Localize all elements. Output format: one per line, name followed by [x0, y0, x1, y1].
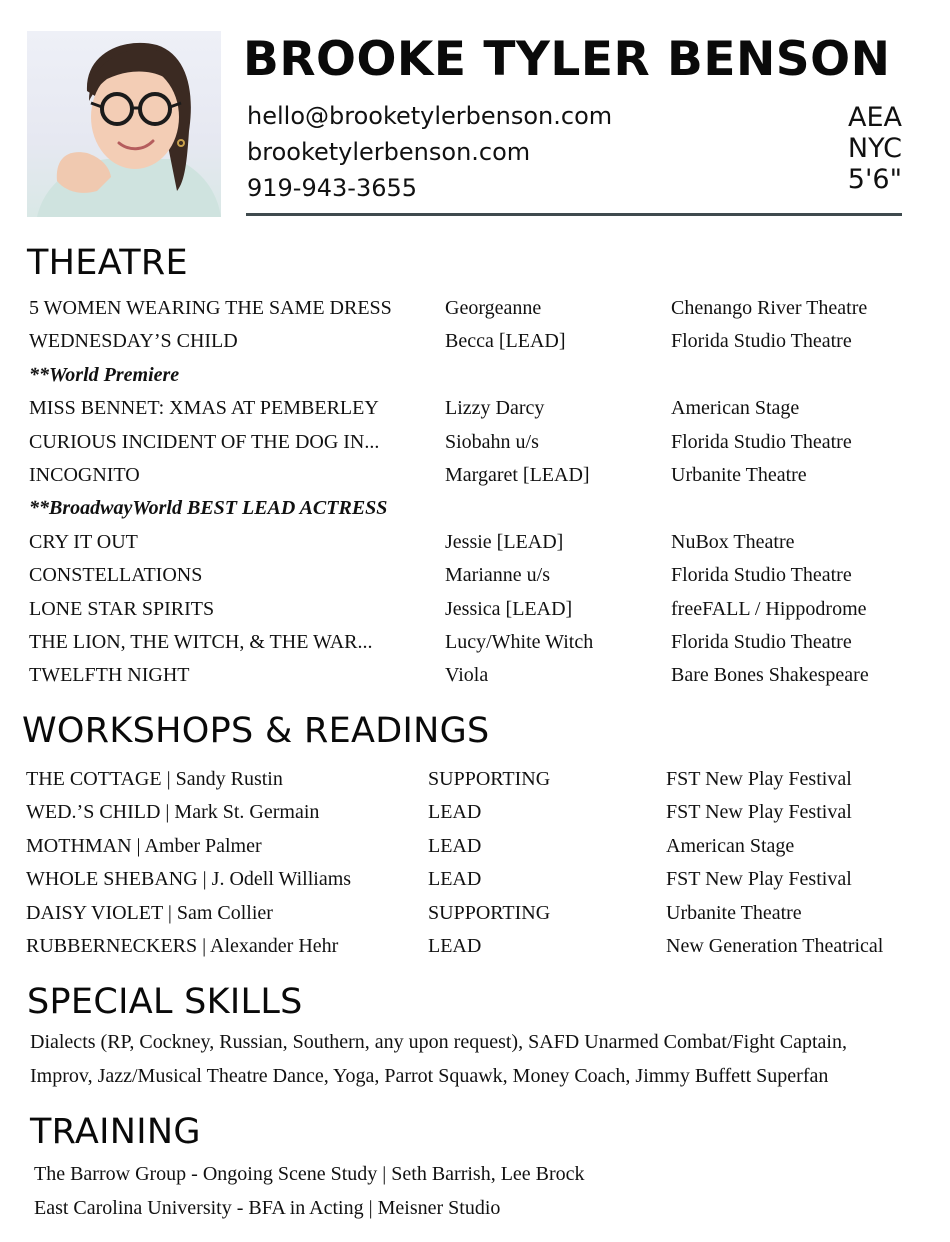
height: 5'6"	[847, 164, 902, 195]
actor-stats	[848, 102, 902, 195]
credit-note-row	[29, 359, 929, 392]
theatre-credits	[29, 292, 929, 693]
venue: freeFALL / Hippodrome	[671, 597, 867, 620]
credit-row	[29, 559, 929, 592]
credit-note: **World Premiere	[29, 363, 180, 386]
role: SUPPORTING	[428, 768, 551, 790]
credit-row	[26, 763, 936, 796]
credit-row	[29, 526, 929, 559]
venue: Florida Studio Theatre	[671, 630, 852, 653]
show-title: THE LION, THE WITCH, & THE WAR...	[29, 630, 373, 653]
venue: New Generation Theatrical	[666, 934, 884, 957]
show-title: WHOLE SHEBANG | J. Odell Williams	[26, 868, 352, 891]
venue: American Stage	[671, 397, 800, 420]
role: LEAD	[428, 834, 482, 857]
skills-line: Dialects (RP, Cockney, Russian, Southern, any upon request), SAFD Unarmed Combat/Fight Captain,	[30, 1031, 847, 1053]
website-link[interactable]: brooketylerbenson.com	[247, 138, 531, 166]
workshops-section-title: WORKSHOPS & READINGS	[22, 711, 490, 751]
credit-row	[26, 796, 936, 829]
role: Georgeanne	[445, 297, 542, 319]
role: Jessica [LEAD]	[445, 597, 573, 620]
venue: FST New Play Festival	[666, 768, 852, 790]
training-line: The Barrow Group - Ongoing Scene Study | Seth Barrish, Lee Brock	[34, 1163, 585, 1185]
show-title: CURIOUS INCIDENT OF THE DOG IN...	[29, 430, 380, 453]
skills-section-title: SPECIAL SKILLS	[27, 982, 303, 1022]
role: SUPPORTING	[428, 901, 551, 924]
header-divider	[246, 213, 902, 216]
city: NYC	[847, 133, 902, 164]
theatre-section-title: THEATRE	[27, 243, 188, 283]
show-title: WEDNESDAY’S CHILD	[29, 330, 238, 353]
venue: Chenango River Theatre	[671, 297, 868, 319]
role: Marianne u/s	[445, 564, 550, 587]
venue: American Stage	[666, 834, 795, 857]
skills-text	[30, 1025, 847, 1093]
actor-name: BROOKE TYLER BENSON	[243, 32, 891, 87]
credit-row	[29, 392, 929, 425]
show-title: MISS BENNET: XMAS AT PEMBERLEY	[29, 397, 379, 420]
show-title: DAISY VIOLET | Sam Collier	[26, 901, 273, 924]
workshop-credits	[26, 763, 936, 963]
show-title: CONSTELLATIONS	[29, 564, 203, 587]
role: Lucy/White Witch	[445, 630, 594, 653]
email-link[interactable]: hello@brooketylerbenson.com	[247, 102, 613, 130]
venue: Bare Bones Shakespeare	[671, 664, 869, 687]
venue: Florida Studio Theatre	[671, 564, 852, 587]
role: LEAD	[428, 801, 482, 824]
show-title: WED.’S CHILD | Mark St. Germain	[26, 801, 320, 824]
show-title: RUBBERNECKERS | Alexander Hehr	[26, 934, 339, 957]
show-title: CRY IT OUT	[29, 530, 138, 553]
role: Viola	[445, 664, 489, 687]
show-title: TWELFTH NIGHT	[29, 664, 190, 687]
credit-note-row	[29, 492, 929, 525]
role: Margaret [LEAD]	[445, 463, 590, 486]
phone-number[interactable]: 919-943-3655	[247, 174, 418, 202]
credit-row	[29, 426, 929, 459]
show-title: MOTHMAN | Amber Palmer	[26, 834, 262, 857]
credit-row	[29, 292, 929, 325]
credit-note: **BroadwayWorld BEST LEAD ACTRESS	[29, 497, 388, 520]
role: Siobahn u/s	[445, 430, 539, 453]
venue: Florida Studio Theatre	[671, 430, 852, 453]
venue: Urbanite Theatre	[671, 463, 807, 486]
contact-info	[247, 98, 612, 206]
venue: FST New Play Festival	[666, 868, 852, 891]
role: Lizzy Darcy	[445, 397, 545, 420]
credit-row	[26, 830, 936, 863]
venue: FST New Play Festival	[666, 801, 852, 824]
venue: Florida Studio Theatre	[671, 330, 852, 353]
union-affiliation: AEA	[848, 102, 902, 133]
training-text	[34, 1157, 585, 1225]
role: LEAD	[428, 868, 482, 891]
role: Jessie [LEAD]	[445, 530, 564, 553]
credit-row	[26, 930, 936, 963]
credit-row	[29, 659, 929, 692]
show-title: 5 WOMEN WEARING THE SAME DRESS	[29, 297, 392, 319]
credit-row	[29, 325, 929, 358]
credit-row	[26, 897, 936, 930]
venue: Urbanite Theatre	[666, 901, 802, 924]
skills-line: Improv, Jazz/Musical Theatre Dance, Yoga, Parrot Squawk, Money Coach, Jimmy Buffett Superfan	[30, 1065, 829, 1087]
credit-row	[26, 863, 936, 896]
headshot-illustration	[27, 31, 221, 217]
training-section-title: TRAINING	[30, 1112, 201, 1152]
credit-row	[29, 626, 929, 659]
role: Becca [LEAD]	[445, 330, 566, 353]
credit-row	[29, 593, 929, 626]
role: LEAD	[428, 934, 482, 957]
venue: NuBox Theatre	[671, 530, 795, 553]
show-title: INCOGNITO	[29, 463, 140, 486]
training-line: East Carolina University - BFA in Acting | Meisner Studio	[34, 1197, 501, 1219]
headshot-photo	[27, 31, 221, 217]
show-title: THE COTTAGE | Sandy Rustin	[26, 768, 283, 790]
credit-row	[29, 459, 929, 492]
show-title: LONE STAR SPIRITS	[29, 597, 215, 620]
